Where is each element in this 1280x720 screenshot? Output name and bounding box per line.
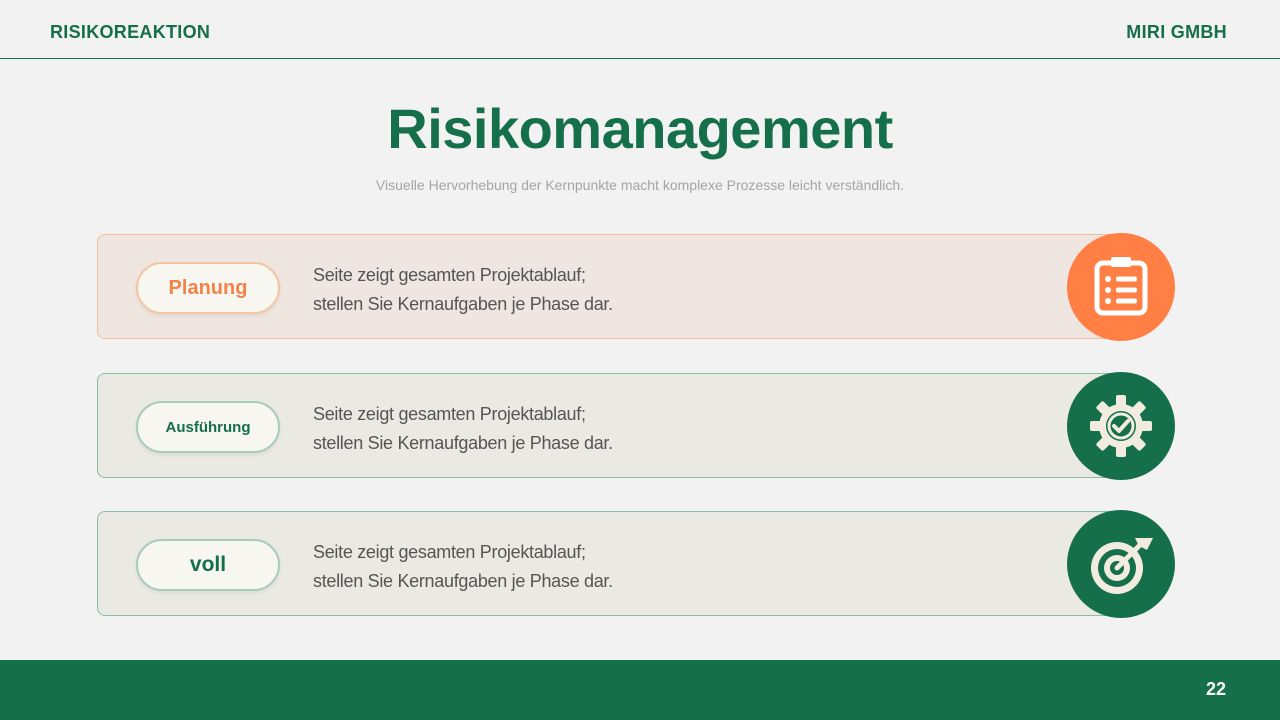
description-line: Seite zeigt gesamten Projektablauf; bbox=[313, 542, 586, 562]
section-label: RISIKOREAKTION bbox=[50, 22, 211, 42]
gear-check-icon bbox=[1067, 372, 1175, 480]
company-name: MIRI GMBH bbox=[1126, 22, 1227, 42]
description-line: Seite zeigt gesamten Projektablauf; bbox=[313, 265, 586, 285]
phase-pill-complete: voll bbox=[136, 539, 280, 591]
slide-subtitle: Visuelle Hervorhebung der Kernpunkte macht komplexe Prozesse leicht verständlich. bbox=[375, 177, 905, 193]
clipboard-list-icon bbox=[1067, 233, 1175, 341]
page-number: 22 bbox=[1205, 679, 1226, 699]
description-line: stellen Sie Kernaufgaben je Phase dar. bbox=[313, 571, 613, 591]
target-arrow-icon bbox=[1067, 510, 1175, 618]
phase-card-complete bbox=[97, 511, 1117, 616]
phase-description bbox=[313, 538, 613, 596]
description-line: stellen Sie Kernaufgaben je Phase dar. bbox=[313, 433, 613, 453]
phase-pill-execution: Ausführung bbox=[136, 401, 280, 453]
slide-footer bbox=[0, 660, 1280, 720]
description-line: Seite zeigt gesamten Projektablauf; bbox=[313, 404, 586, 424]
slide-title: Risikomanagement bbox=[387, 97, 893, 160]
phase-pill-planning: Planung bbox=[136, 262, 280, 314]
phase-card-execution bbox=[97, 373, 1117, 478]
phase-card-planning bbox=[97, 234, 1117, 339]
phase-description bbox=[313, 400, 613, 458]
description-line: stellen Sie Kernaufgaben je Phase dar. bbox=[313, 294, 613, 314]
phase-description bbox=[313, 261, 613, 319]
slide-header bbox=[0, 0, 1280, 59]
